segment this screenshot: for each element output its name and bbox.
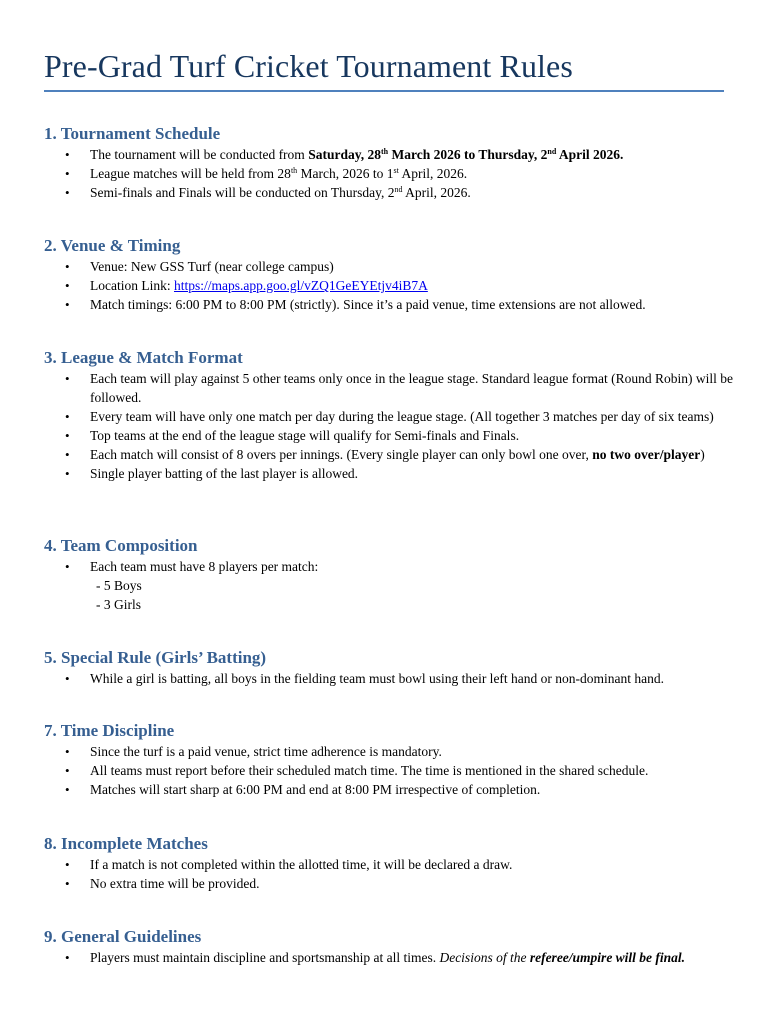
list-item: • Since the turf is a paid venue, strict time adherence is mandatory.: [44, 742, 734, 761]
sub-item-girls: - 3 Girls: [96, 597, 141, 612]
bullet-list: [44, 369, 734, 483]
list-item: • No extra time will be provided.: [44, 874, 734, 893]
section-league-match-format: [44, 347, 734, 483]
section-incomplete-matches: [44, 833, 734, 893]
bullet-list: [44, 557, 734, 614]
list-item: • While a girl is batting, all boys in the fielding team must bowl using their left hand or non-dominant hand.: [44, 669, 734, 688]
sub-item-boys: - 5 Boys: [96, 578, 142, 593]
list-item: • Every team will have only one match per day during the league stage. (All together 3 matches per day of six teams): [44, 407, 734, 426]
bullet-list: [44, 145, 734, 202]
bullet-list: [44, 855, 734, 893]
list-item: • Semi-finals and Finals will be conducted on Thursday, 2nd April, 2026.: [44, 183, 734, 202]
section-team-composition: [44, 535, 734, 614]
list-item: • Single player batting of the last player is allowed.: [44, 464, 734, 483]
section-heading: 5. Special Rule (Girls’ Batting): [44, 648, 267, 667]
list-item: • League matches will be held from 28th March, 2026 to 1st April, 2026.: [44, 164, 734, 183]
title-underline: [44, 90, 724, 92]
bullet-list: [44, 948, 734, 967]
list-item: • Each team must have 8 players per match:: [44, 557, 734, 576]
bullet-list: [44, 669, 734, 688]
list-item: • All teams must report before their scheduled match time. The time is mentioned in the shared schedule.: [44, 761, 734, 780]
list-item: • Players must maintain discipline and sportsmanship at all times. Decisions of the referee/umpire will be final.: [44, 948, 734, 967]
list-item: • Match timings: 6:00 PM to 8:00 PM (strictly). Since it’s a paid venue, time extensions are not allowed.: [44, 295, 734, 314]
section-heading: 8. Incomplete Matches: [44, 834, 208, 853]
list-item: • Venue: New GSS Turf (near college campus): [44, 257, 734, 276]
list-item: • Top teams at the end of the league stage will qualify for Semi-finals and Finals.: [44, 426, 734, 445]
section-heading: 9. General Guidelines: [44, 927, 202, 946]
list-item: • Matches will start sharp at 6:00 PM and end at 8:00 PM irrespective of completion.: [44, 780, 734, 799]
section-heading: 3. League & Match Format: [44, 348, 243, 367]
section-special-rule: [44, 647, 734, 688]
list-item: • Location Link: https://maps.app.goo.gl/vZQ1GeEYEtjv4iB7A: [44, 276, 734, 295]
list-item: • Each team will play against 5 other teams only once in the league stage. Standard league format (Round Robin) will be followed.: [44, 369, 734, 407]
section-heading: 7. Time Discipline: [44, 721, 175, 740]
list-item: • The tournament will be conducted from Saturday, 28th March 2026 to Thursday, 2nd April 2026.: [44, 145, 734, 164]
list-item: • If a match is not completed within the allotted time, it will be declared a draw.: [44, 855, 734, 874]
document-title: Pre-Grad Turf Cricket Tournament Rules: [44, 48, 573, 84]
location-link[interactable]: https://maps.app.goo.gl/vZQ1GeEYEtjv4iB7A: [173, 278, 428, 293]
section-tournament-schedule: [44, 123, 734, 202]
list-item: • Each match will consist of 8 overs per innings. (Every single player can only bowl one over, no two over/player): [44, 445, 734, 464]
bullet-list: [44, 257, 734, 314]
section-general-guidelines: [44, 926, 734, 967]
bullet-list: [44, 742, 734, 799]
section-heading: 2. Venue & Timing: [44, 236, 181, 255]
section-heading: 4. Team Composition: [44, 536, 198, 555]
section-venue-timing: [44, 235, 734, 314]
section-time-discipline: [44, 720, 734, 799]
section-heading: 1. Tournament Schedule: [44, 124, 221, 143]
